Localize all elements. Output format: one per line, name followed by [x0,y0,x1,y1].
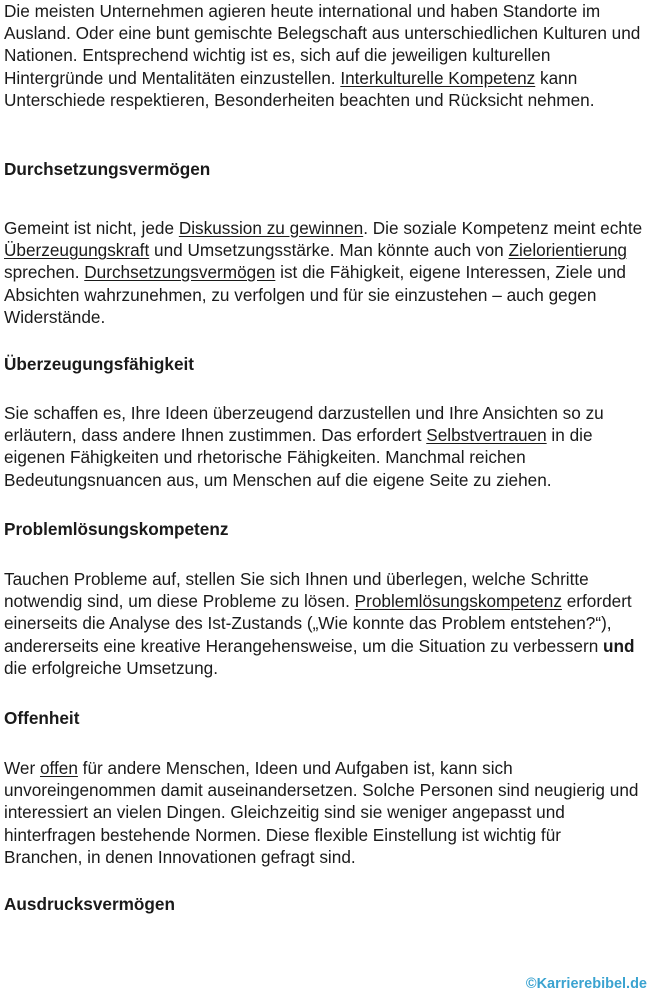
link-offen[interactable]: offen [39,758,78,778]
heading-durchsetzungsvermoegen: Durchsetzungsvermögen [4,159,211,179]
text-segment: sprechen. [4,262,85,283]
text-segment: . Die soziale Kompetenz meint echte [363,218,643,238]
link-interkulturelle-kompetenz[interactable]: Interkulturelle Kompetenz [340,67,536,88]
text-segment: Tauchen Probleme auf, stellen Sie sich Ihnen und überlegen, welche Schritte notwendig sind, um diese Probleme zu lösen. [4,569,589,612]
text-segment: und Umsetzungsstärke. Man könnte auch von [149,240,509,261]
text-segment: kann Unterschiede respektieren, Besonderheiten beachten und Rücksicht nehmen. [4,67,595,110]
paragraph-problemloesungskompetenz [4,568,644,679]
text-segment: die erfolgreiche Umsetzung. [4,657,218,678]
link-selbstvertrauen[interactable]: Selbstvertrauen [426,425,547,446]
link-problemloesungskompetenz[interactable]: Problemlösungskompetenz [354,591,562,612]
text-segment: Gemeint ist nicht, jede [4,218,179,238]
text-segment: Sie schaffen es, Ihre Ideen überzeugend darzustellen und Ihre Ansichten so zu erläutern, dass andere Ihnen zustimmen. Das erfordert [4,403,604,446]
text-segment: Wer [4,758,40,778]
text-segment: in die eigenen Fähigkeiten und rhetorische Fähigkeiten. Manchmal reichen Bedeutungsnuancen aus, um Menschen auf die eigene Seite zu ziehen. [4,425,593,490]
link-durchsetzungsvermoegen[interactable]: Durchsetzungsvermögen [84,262,276,283]
paragraph-durchsetzungsvermoegen [4,217,644,328]
intro-paragraph [4,0,644,111]
text-segment: ist die Fähigkeit, eigene Interessen, Ziele und Absichten wahrzunehmen, zu verfolgen und für sie einzustehen – auch gegen Widerstände. [4,262,626,327]
bold-text: und [603,635,635,656]
heading-problemloesungskompetenz: Problemlösungskompetenz [4,519,229,539]
paragraph-ueberzeugungsfaehigkeit [4,402,644,491]
heading-ueberzeugungsfaehigkeit: Überzeugungsfähigkeit [4,354,195,374]
copyright-watermark: ©Karrierebibel.de [525,976,647,992]
link-diskussion-gewinnen[interactable]: Diskussion zu gewinnen [178,218,364,238]
text-segment: erfordert einerseits die Analyse des Ist-Zustands („Wie konnte das Problem entstehen?“), andererseits eine kreative Herangehensweise, um die Situation zu verbessern [4,591,632,656]
heading-offenheit: Offenheit [4,708,80,728]
link-zielorientierung[interactable]: Zielorientierung [508,240,627,261]
text-segment: Die meisten Unternehmen agieren heute international und haben Standorte im Ausland. Oder eine bunt gemischte Belegschaft aus unterschiedlichen Kulturen und Nationen. Entsprechend wichtig ist es, sich auf die jeweiligen kulturellen Hintergründe und Mentalitäten einzustellen. [4,1,641,88]
text-segment: für andere Menschen, Ideen und Aufgaben ist, kann sich unvoreingenommen damit auseinandersetzen. Solche Personen sind neugierig und interessiert an vielen Dingen. Gleichzeitig sind sie weniger angepasst und hinterfragen bestehende Normen. Diese flexible Einstellung ist wichtig für Branchen, in denen Innovationen gefragt sind. [4,758,639,867]
link-ueberzeugungskraft[interactable]: Überzeugungskraft [4,240,150,261]
paragraph-offenheit [4,757,644,868]
heading-ausdrucksvermoegen: Ausdrucksvermögen [4,894,175,914]
